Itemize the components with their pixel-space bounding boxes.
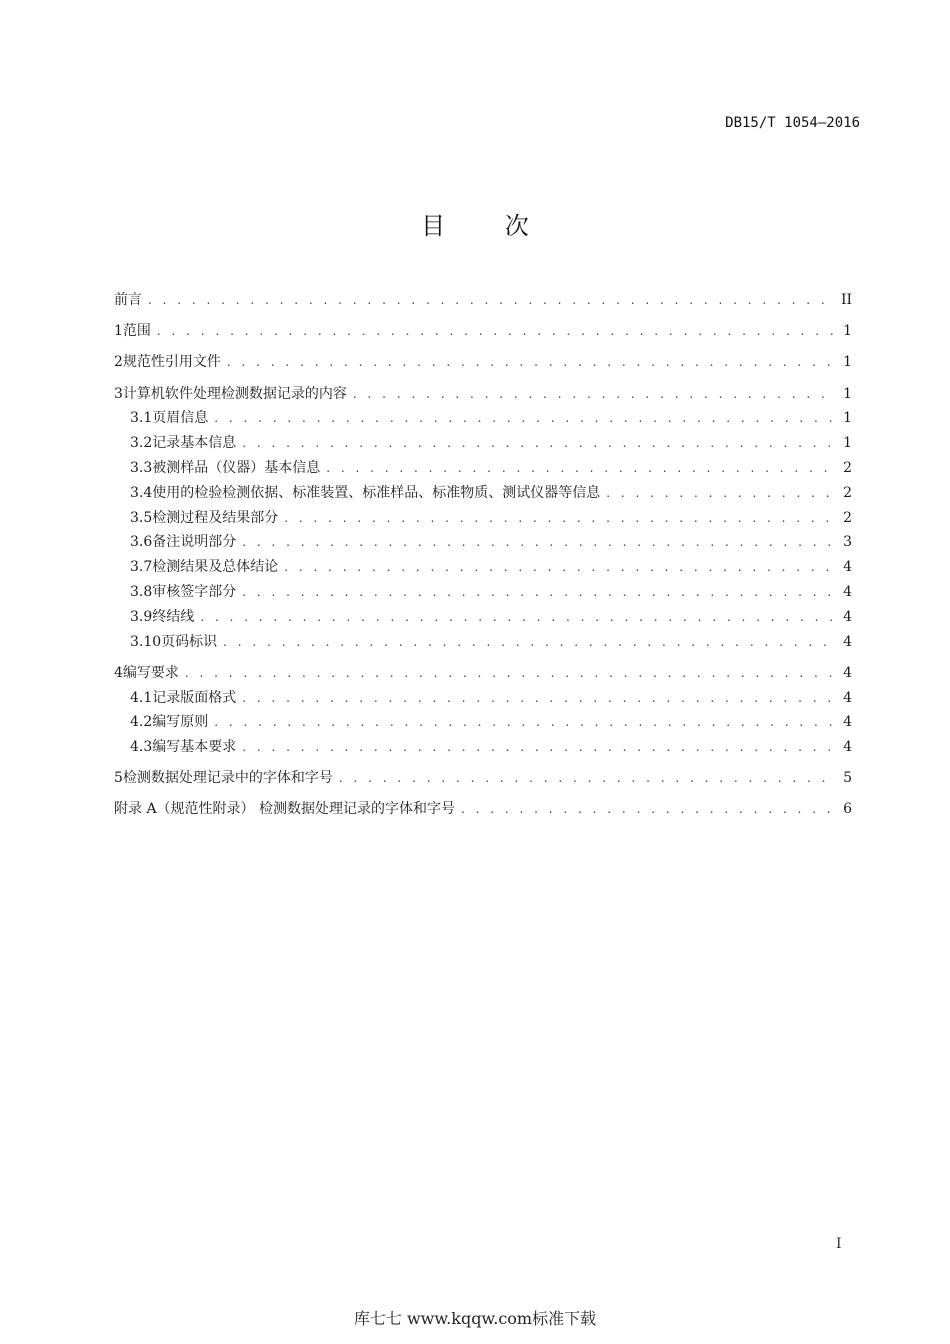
toc-entry-page: 1 xyxy=(843,385,852,402)
toc-leader-dots xyxy=(185,661,834,686)
toc-entry-page: 3 xyxy=(843,534,852,551)
toc-entry-number: 3.9 xyxy=(130,608,153,625)
toc-entry-page: 4 xyxy=(843,633,852,650)
toc-leader-dots xyxy=(242,530,834,555)
toc-leader-dots xyxy=(157,319,834,344)
toc-entry-title: 编写要求 xyxy=(122,664,179,681)
toc-leader-dots xyxy=(242,431,834,456)
toc-entry-3-8[interactable] xyxy=(114,580,852,605)
toc-entry-title: 审核签字部分 xyxy=(152,583,237,600)
toc-entry-page: 1 xyxy=(843,354,852,371)
toc-entry-page: 2 xyxy=(843,484,852,501)
toc-leader-dots xyxy=(606,481,834,506)
document-code: DB15/T 1054—2016 xyxy=(725,115,860,131)
toc-entry-4-3[interactable] xyxy=(114,735,852,760)
toc-entry-3-7[interactable] xyxy=(114,555,852,580)
toc-entry-4[interactable] xyxy=(114,661,852,686)
toc-leader-dots xyxy=(242,686,834,711)
toc-entry-number: 3.8 xyxy=(130,583,153,600)
toc-entry-3-1[interactable] xyxy=(114,406,852,431)
toc-entry-number: 3.7 xyxy=(130,559,153,576)
toc-entry-title: 使用的检验检测依据、标准装置、标准样品、标准物质、测试仪器等信息 xyxy=(152,484,601,501)
toc-entry-title: 备注说明部分 xyxy=(152,534,237,551)
toc-entry-page: 1 xyxy=(843,435,852,452)
toc-entry-number: 3.4 xyxy=(130,484,153,501)
page-number: I xyxy=(836,1236,842,1252)
toc-leader-dots xyxy=(227,350,834,375)
toc-entry-number: 3.5 xyxy=(130,509,153,526)
toc-entry-page: II xyxy=(840,292,852,308)
toc-leader-dots xyxy=(148,288,834,313)
toc-entry-3[interactable] xyxy=(114,382,852,407)
toc-entry-page: 4 xyxy=(843,583,852,600)
toc-entry-3-2[interactable] xyxy=(114,431,852,456)
toc-entry-title: 终结线 xyxy=(152,608,195,625)
toc-entry-title: 编写原则 xyxy=(152,714,209,731)
toc-entry-page: 4 xyxy=(843,689,852,706)
toc-entry-title: 计算机软件处理检测数据记录的内容 xyxy=(122,385,347,402)
toc-entry-3-3[interactable] xyxy=(114,456,852,481)
toc-entry-title: 页眉信息 xyxy=(152,410,209,427)
toc-entry-1[interactable] xyxy=(114,319,852,344)
toc-entry-4-1[interactable] xyxy=(114,686,852,711)
toc-entry-number: 3.2 xyxy=(130,435,153,452)
toc-entry-3-6[interactable] xyxy=(114,530,852,555)
toc-entry-number: 3.6 xyxy=(130,534,153,551)
toc-entry-page: 4 xyxy=(843,739,852,756)
toc-entry-page: 4 xyxy=(843,664,852,681)
toc-leader-dots xyxy=(284,555,834,580)
toc-entry-5[interactable] xyxy=(114,766,852,791)
toc-entry-title: 被测样品（仪器）基本信息 xyxy=(152,459,321,476)
toc-leader-dots xyxy=(353,382,834,407)
toc-leader-dots xyxy=(214,710,834,735)
toc-leader-dots xyxy=(284,506,834,531)
toc-leader-dots xyxy=(339,766,834,791)
toc-leader-dots xyxy=(326,456,834,481)
toc-entry-title: 编写基本要求 xyxy=(152,739,237,756)
toc-entry-number: 3.10 xyxy=(130,633,162,650)
page-title: 目 次 xyxy=(421,212,555,240)
toc-entry-title: 规范性引用文件 xyxy=(122,354,221,371)
toc-entry-title: 页码标识 xyxy=(161,633,218,650)
toc-entry-title: 附录 A（规范性附录） 检测数据处理记录的字体和字号 xyxy=(114,801,456,818)
toc-entry-number: 3 xyxy=(114,385,123,402)
toc-entry-title: 前言 xyxy=(114,292,142,308)
toc-entry-2[interactable] xyxy=(114,350,852,375)
toc-entry-number: 3.1 xyxy=(130,410,153,427)
toc-entry-title: 记录版面格式 xyxy=(152,689,237,706)
toc-entry-page: 4 xyxy=(843,559,852,576)
toc-entry-page: 5 xyxy=(843,770,852,787)
toc-leader-dots xyxy=(461,797,834,822)
toc-entry-title: 检测数据处理记录中的字体和字号 xyxy=(122,770,333,787)
toc-leader-dots xyxy=(200,605,834,630)
toc-entry-page: 2 xyxy=(843,509,852,526)
toc-entry-title: 范围 xyxy=(122,323,151,340)
toc-entry-4-2[interactable] xyxy=(114,710,852,735)
toc-entry-3-5[interactable] xyxy=(114,506,852,531)
table-of-contents xyxy=(114,288,852,822)
toc-entry-3-4[interactable] xyxy=(114,481,852,506)
toc-entry-title: 检测结果及总体结论 xyxy=(152,559,279,576)
toc-leader-dots xyxy=(242,580,834,605)
toc-entry-foreword[interactable] xyxy=(114,288,852,313)
toc-entry-page: 4 xyxy=(843,714,852,731)
toc-entry-number: 4 xyxy=(114,664,123,681)
toc-entry-page: 6 xyxy=(843,801,852,818)
toc-entry-number: 1 xyxy=(114,323,123,340)
toc-entry-3-9[interactable] xyxy=(114,605,852,630)
toc-leader-dots xyxy=(242,735,834,760)
toc-entry-page: 4 xyxy=(843,608,852,625)
toc-leader-dots xyxy=(223,630,834,655)
toc-entry-page: 1 xyxy=(843,410,852,427)
toc-entry-page: 2 xyxy=(843,459,852,476)
toc-entry-title: 记录基本信息 xyxy=(152,435,237,452)
toc-entry-number: 4.3 xyxy=(130,739,153,756)
toc-entry-number: 4.2 xyxy=(130,714,153,731)
toc-entry-number: 4.1 xyxy=(130,689,153,706)
watermark-text: 库七七 www.kqqw.com标准下载 xyxy=(353,1309,597,1328)
toc-entry-appendix-a[interactable] xyxy=(114,797,852,822)
toc-entry-number: 2 xyxy=(114,354,123,371)
toc-entry-title: 检测过程及结果部分 xyxy=(152,509,279,526)
toc-leader-dots xyxy=(214,406,834,431)
toc-entry-3-10[interactable] xyxy=(114,630,852,655)
toc-entry-number: 3.3 xyxy=(130,459,153,476)
toc-entry-page: 1 xyxy=(843,323,852,340)
toc-entry-number: 5 xyxy=(114,770,123,787)
